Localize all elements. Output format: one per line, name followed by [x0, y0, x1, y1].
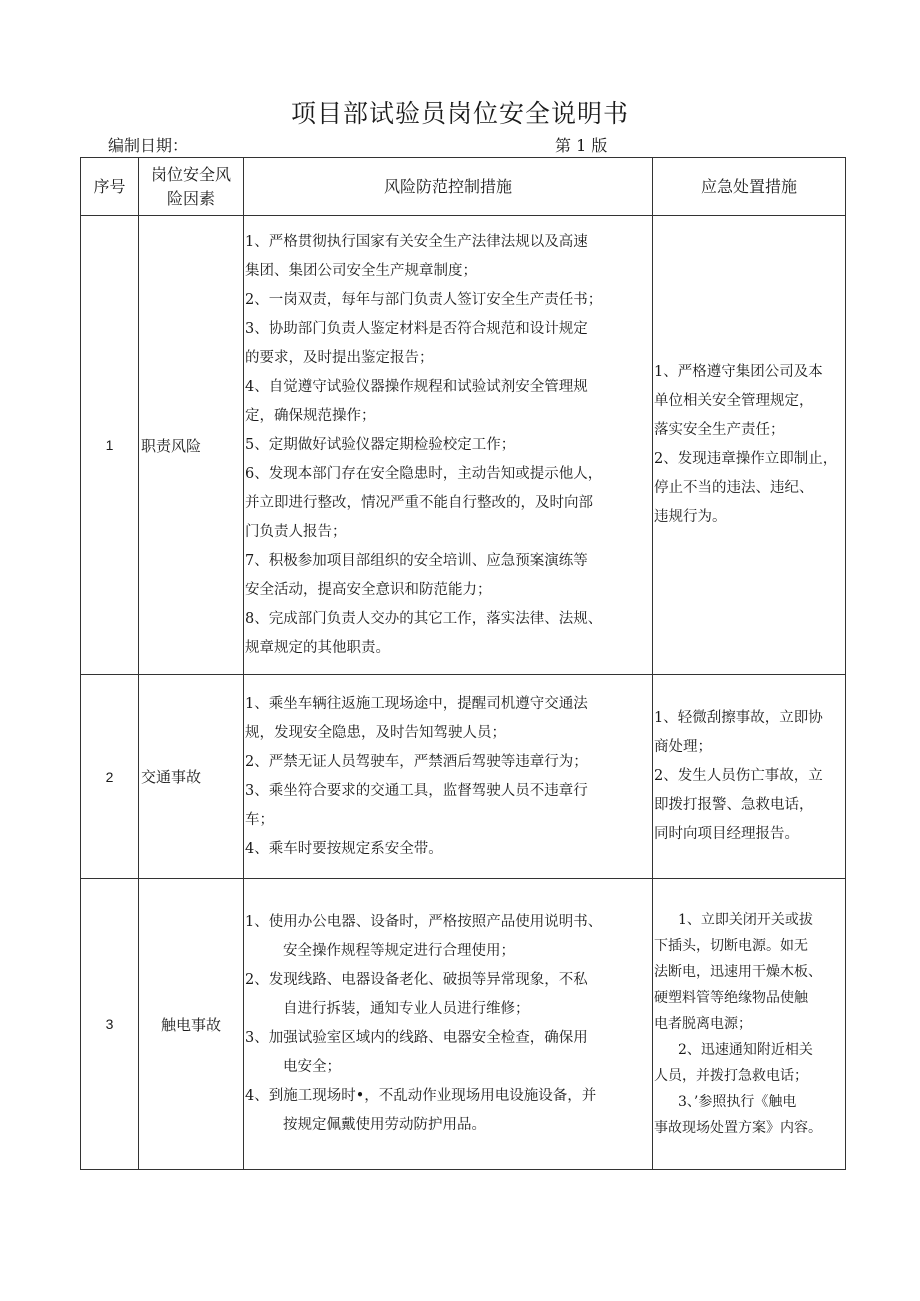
emergency-line: 违规行为。	[654, 509, 727, 525]
emergency-line: 3、’参照执行《触电	[678, 1094, 797, 1110]
emergency-line: 人员，并拨打急救电话；	[654, 1068, 808, 1084]
risk-factor: 职责风险	[139, 216, 244, 675]
measure-line: 电安全；	[283, 1059, 341, 1075]
emergency-line: 1、严格遵守集团公司及本	[654, 364, 823, 380]
emergency-line: 1、立即关闭开关或拔	[678, 912, 813, 928]
measure-line: 车；	[245, 811, 274, 828]
measure-line: 安全活动，提高安全意识和防范能力；	[245, 581, 492, 598]
emergency-line: 事故现场处置方案》内容。	[654, 1120, 822, 1136]
risk-factor: 交通事故	[139, 675, 244, 879]
emergency-line: 停止不当的违法、违纪、	[654, 480, 814, 496]
emergency-line: 商处理；	[654, 739, 712, 755]
measure-line: 的要求，及时提出鉴定报告；	[245, 349, 434, 366]
measure-line: 3、加强试验室区域内的线路、电器安全检查，确保用	[245, 1030, 588, 1046]
emergency-measures	[653, 879, 846, 1170]
row-number: 3	[81, 879, 139, 1170]
control-measures	[244, 879, 653, 1170]
row-number: 1	[81, 216, 139, 675]
measure-line: 3、协助部门负责人鉴定材料是否符合规范和设计规定	[245, 320, 588, 337]
measure-line: 5、定期做好试验仪器定期检验校定工作；	[245, 436, 516, 453]
safety-table	[80, 157, 846, 1170]
measure-line: 2、发现线路、电器设备老化、破损等异常现象，不私	[245, 972, 588, 988]
emergency-line: 2、发现违章操作立即制止，	[654, 451, 838, 467]
measure-line: 4、乘车时要按规定系安全带。	[245, 840, 443, 857]
measure-line: 规章规定的其他职责。	[245, 639, 390, 656]
table-header-row	[81, 158, 846, 216]
emergency-line: 2、发生人员伤亡事故，立	[654, 768, 823, 784]
measure-line: 3、乘坐符合要求的交通工具，监督驾驶人员不违章行	[245, 782, 588, 799]
page-title: 项目部试验员岗位安全说明书	[290, 99, 629, 128]
measure-line: 自进行拆装，通知专业人员进行维修；	[283, 1001, 530, 1017]
emergency-measures	[653, 675, 846, 879]
measure-line: 1、严格贯彻执行国家有关安全生产法律法规以及高速	[245, 233, 588, 250]
emergency-line: 单位相关安全管理规定，	[654, 393, 814, 409]
measure-line: 定，确保规范操作；	[245, 407, 376, 424]
header-risk: 岗位安全风险因素	[139, 158, 244, 216]
emergency-line: 法断电，迅速用干燥木板、	[654, 964, 822, 980]
control-measures	[244, 216, 653, 675]
emergency-line: 电者脱离电源；	[654, 1016, 752, 1032]
measure-line: 门负责人报告；	[245, 523, 347, 540]
header-measures: 风险防范控制措施	[244, 158, 653, 216]
measure-line: 6、发现本部门存在安全隐患时，主动告知或提示他人，	[245, 465, 603, 482]
measure-line: 1、乘坐车辆往返施工现场途中，提醒司机遵守交通法	[245, 695, 588, 712]
measure-line: 并立即进行整改，情况严重不能自行整改的，及时向部	[245, 494, 593, 511]
version-label: 第 1 版	[555, 136, 608, 155]
measure-line: 集团、集团公司安全生产规章制度；	[245, 262, 477, 279]
control-measures	[244, 675, 653, 879]
date-label: 编制日期：	[108, 136, 189, 155]
table-row	[81, 879, 846, 1170]
emergency-line: 1、轻微刮擦事故，立即协	[654, 710, 823, 726]
measure-line: 1、使用办公电器、设备时，严格按照产品使用说明书、	[245, 914, 603, 930]
header-num: 序号	[81, 158, 139, 216]
measure-line: 2、一岗双责，每年与部门负责人签订安全生产责任书；	[245, 291, 603, 308]
measure-line: 2、严禁无证人员驾驶车，严禁酒后驾驶等违章行为；	[245, 753, 588, 770]
measure-line: 规，发现安全隐患，及时告知驾驶人员；	[245, 724, 506, 741]
emergency-measures	[653, 216, 846, 675]
header-emergency: 应急处置措施	[653, 158, 846, 216]
emergency-line: 硬塑料管等绝缘物品使触	[654, 990, 808, 1006]
emergency-line: 即拨打报警、急救电话，	[654, 797, 814, 813]
emergency-line: 同时向项目经理报告。	[654, 826, 799, 842]
table-row	[81, 675, 846, 879]
measure-line: 安全操作规程等规定进行合理使用；	[283, 943, 515, 959]
row-number: 2	[81, 675, 139, 879]
risk-factor: 触电事故	[139, 879, 244, 1170]
measure-line: 7、积极参加项目部组织的安全培训、应急预案演练等	[245, 552, 588, 569]
measure-line: 8、完成部门负责人交办的其它工作，落实法律、法规、	[245, 610, 603, 627]
table-row	[81, 216, 846, 675]
emergency-line: 下插头，切断电源。如无	[654, 938, 808, 954]
measure-line: 4、自觉遵守试验仪器操作规程和试验试剂安全管理规	[245, 378, 588, 395]
measure-line: 按规定佩戴使用劳动防护用品。	[283, 1117, 486, 1133]
emergency-line: 2、迅速通知附近相关	[678, 1042, 813, 1058]
emergency-line: 落实安全生产责任；	[654, 422, 785, 438]
measure-line: 4、到施工现场时•，不乱动作业现场用电设施设备，并	[245, 1088, 597, 1104]
